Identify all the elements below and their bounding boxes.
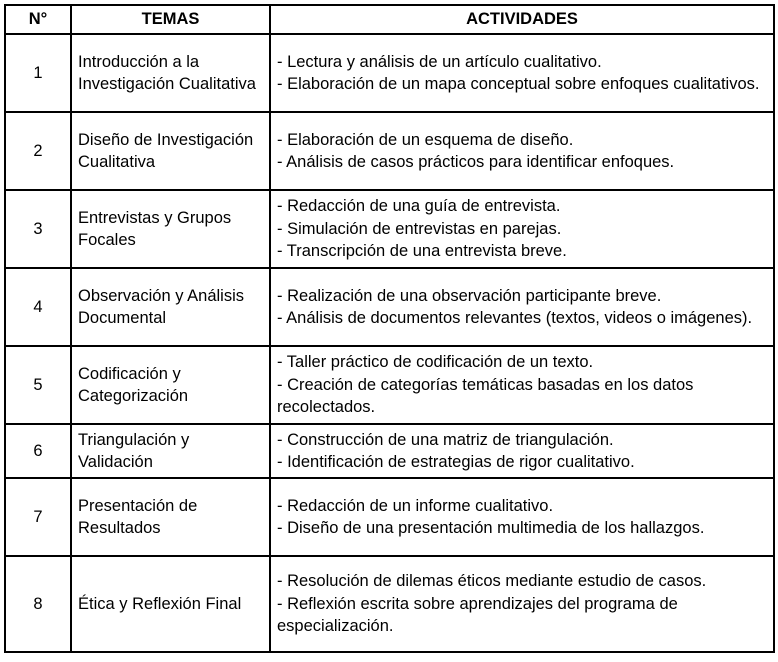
table-row <box>5 478 774 556</box>
table-body <box>5 34 774 652</box>
row-topic: Entrevistas y Grupos Focales <box>71 190 270 268</box>
row-activities <box>270 190 774 268</box>
row-number: 2 <box>5 112 71 190</box>
row-activities <box>270 268 774 346</box>
row-number: 1 <box>5 34 71 112</box>
activity-item: - Creación de categorías temáticas basadas en los datos recolectados. <box>277 375 694 417</box>
activity-item: - Construcción de una matriz de triangulación. <box>277 430 614 449</box>
activity-item: - Taller práctico de codificación de un texto. <box>277 353 594 372</box>
row-activities <box>270 112 774 190</box>
activity-item: - Diseño de una presentación multimedia de los hallazgos. <box>277 519 705 537</box>
table-row <box>5 34 774 112</box>
row-number: 5 <box>5 346 71 424</box>
row-activities <box>270 478 774 556</box>
row-topic: Introducción a la Investigación Cualitativa <box>71 34 270 112</box>
header-number: N° <box>5 5 71 34</box>
table-row <box>5 112 774 190</box>
header-activities: ACTIVIDADES <box>270 5 774 34</box>
row-number: 4 <box>5 268 71 346</box>
activity-item: - Lectura y análisis de un artículo cualitativo. <box>277 52 602 71</box>
table-row <box>5 556 774 652</box>
topics-activities-table <box>4 4 775 653</box>
activity-item: - Análisis de documentos relevantes (textos, videos o imágenes). <box>277 309 753 327</box>
activity-item: - Elaboración de un mapa conceptual sobre enfoques cualitativos. <box>277 75 760 93</box>
row-number: 3 <box>5 190 71 268</box>
row-activities <box>270 34 774 112</box>
activity-item: - Redacción de una guía de entrevista. <box>277 197 561 216</box>
table-row <box>5 424 774 478</box>
activity-item: - Simulación de entrevistas en parejas. <box>277 219 562 238</box>
row-number: 8 <box>5 556 71 652</box>
row-topic: Codificación y Categorización <box>71 346 270 424</box>
activity-item: - Redacción de un informe cualitativo. <box>277 496 554 515</box>
activity-item: - Análisis de casos prácticos para identificar enfoques. <box>277 153 675 171</box>
header-topics: TEMAS <box>71 5 270 34</box>
row-topic: Diseño de Investigación Cualitativa <box>71 112 270 190</box>
table-row <box>5 268 774 346</box>
row-topic: Observación y Análisis Documental <box>71 268 270 346</box>
row-topic: Presentación de Resultados <box>71 478 270 556</box>
activity-item: - Identificación de estrategias de rigor cualitativo. <box>277 453 635 471</box>
activity-item: - Realización de una observación participante breve. <box>277 286 662 305</box>
row-activities <box>270 556 774 652</box>
row-activities <box>270 346 774 424</box>
activity-item: - Transcripción de una entrevista breve. <box>277 242 567 261</box>
row-activities <box>270 424 774 478</box>
topics-activities-table-wrapper <box>4 4 775 653</box>
row-topic: Ética y Reflexión Final <box>71 556 270 652</box>
row-number: 7 <box>5 478 71 556</box>
activity-item: - Reflexión escrita sobre aprendizajes del programa de especialización. <box>277 594 678 636</box>
activity-item: - Elaboración de un esquema de diseño. <box>277 130 574 149</box>
row-number: 6 <box>5 424 71 478</box>
table-header-row <box>5 5 774 34</box>
activity-item: - Resolución de dilemas éticos mediante estudio de casos. <box>277 572 707 591</box>
table-row <box>5 190 774 268</box>
row-topic: Triangulación y Validación <box>71 424 270 478</box>
table-row <box>5 346 774 424</box>
